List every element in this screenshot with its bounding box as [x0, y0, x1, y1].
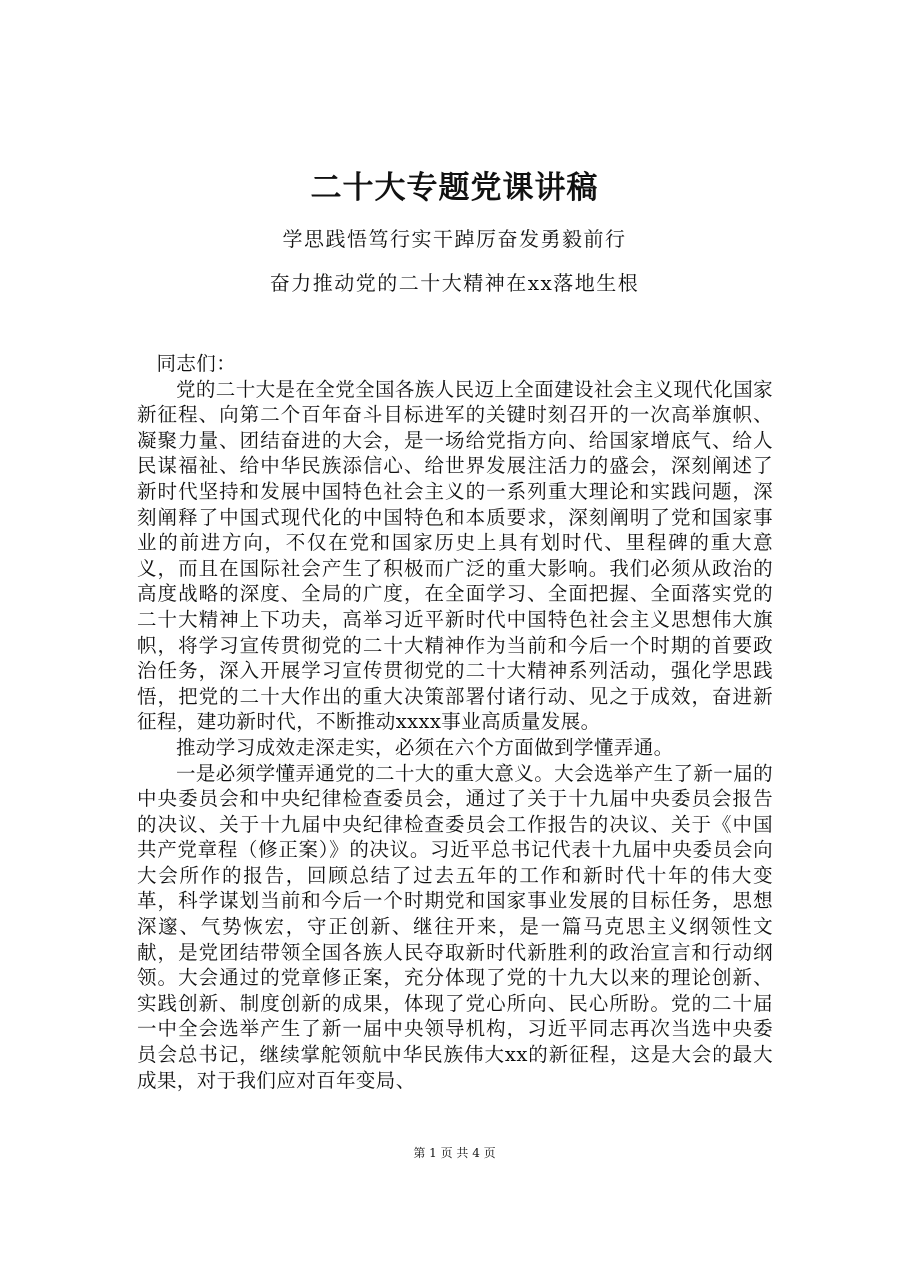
paragraph-six-aspects: 推动学习成效走深走实，必须在六个方面做到学懂弄通。 [176, 735, 674, 759]
page-footer: 第 1 页 共 4 页 [413, 1146, 496, 1160]
document-subtitle-2: 奋力推动党的二十大精神在xx落地生根 [269, 271, 640, 295]
greeting: 同志们： [156, 352, 237, 375]
paragraph-point-one: 一是必须学懂弄通党的二十大的重大意义。大会选举产生了新一届的中央委员会和中央纪律检查委员会，通过了关于十九届中央委员会报告的决议、关于十九届中央纪律检查委员会工作报告的决议、关于《中国共产党章程（修正案）》的决议。习近平总书记代表十九届中央委员会向大会所作的报告，回顾总结了过去五年的工作和新时代十年的伟大变革，科学谋划当前和今后一个时期党和国家事业发展的目标任务，思想深邃、气势恢宏，守正创新、继往开来，是一篇马克思主义纲领性文献，是党团结带领全国各族人民夺取新时代新胜利的政治宣言和行动纲领。大会通过的党章修正案，充分体现了党的十九大以来的理论创新、实践创新、制度创新的成果，体现了党心所向、民心所盼。党的二十届一中全会选举产生了新一届中央领导机构，习近平同志再次当选中央委员会总书记，继续掌舵领航中华民族伟大xx的新征程，这是大会的最大成果，对于我们应对百年变局、 [137, 761, 774, 1092]
paragraph-intro: 党的二十大是在全党全国各族人民迈上全面建设社会主义现代化国家新征程、向第二个百年奋斗目标进军的关键时刻召开的一次高举旗帜、凝聚力量、团结奋进的大会，是一场给党指方向、给国家增底气、给人民谋福祉、给中华民族添信心、给世界发展注活力的盛会，深刻阐述了新时代坚持和发展中国特色社会主义的一系列重大理论和实践问题，深刻阐释了中国式现代化的中国特色和本质要求，深刻阐明了党和国家事业的前进方向，不仅在党和国家历史上具有划时代、里程碑的重大意义，而且在国际社会产生了积极而广泛的重大影响。我们必须从政治的高度战略的深度、全局的广度，在全面学习、全面把握、全面落实党的二十大精神上下功夫，高举习近平新时代中国特色社会主义思想伟大旗帜，将学习宣传贯彻党的二十大精神作为当前和今后一个时期的首要政治任务，深入开展学习宣传贯彻党的二十大精神系列活动，强化学思践悟，把党的二十大作出的重大决策部署付诸行动、见之于成效，奋进新征程，建功新时代，不断推动xxxx事业高质量发展。 [137, 377, 774, 734]
document-body [137, 351, 773, 1093]
document-title: 二十大专题党课讲稿 [310, 170, 599, 206]
document-subtitle-1: 学思践悟笃行实干踔厉奋发勇毅前行 [282, 227, 627, 251]
